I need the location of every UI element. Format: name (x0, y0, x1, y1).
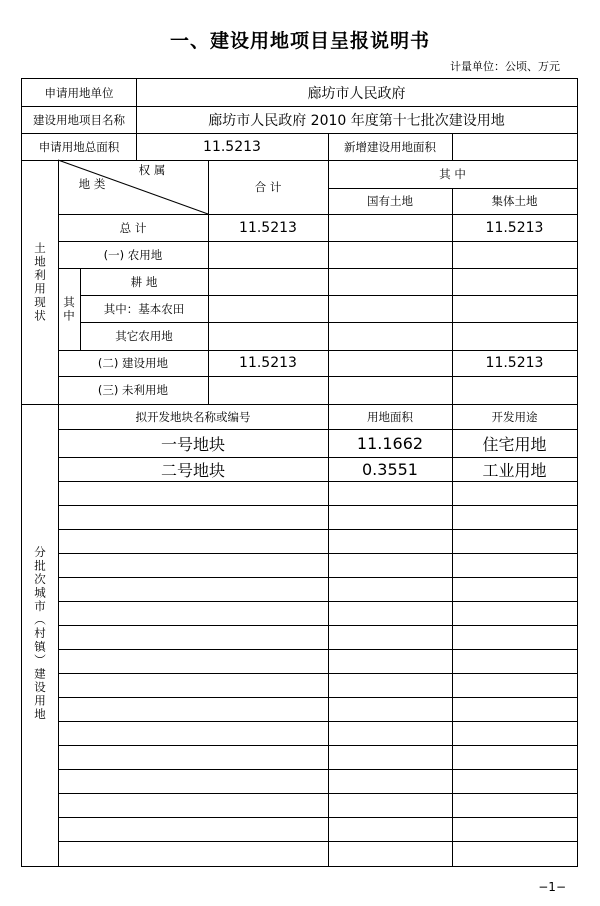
row-label-total: 总 计 (119, 220, 147, 235)
row-label-cultivated: 耕 地 (130, 274, 158, 289)
row-label-construction: (二) 建设用地 (97, 356, 169, 370)
col-collective-land-header: 集体土地 (491, 194, 538, 208)
cell-total-total: 11.5213 (239, 219, 297, 236)
page-title: 一、建设用地项目呈报说明书 (169, 30, 430, 52)
cell-cultivated-state (328, 268, 452, 295)
cell-cultivated-collective (452, 268, 577, 295)
cell-basic-farmland-collective (452, 295, 577, 322)
parcel-1-use: 住宅用地 (482, 434, 547, 454)
cell-other-agricultural-total (208, 322, 328, 350)
land-status-side-label: 土地利用现状 (33, 241, 47, 323)
row-label-unused: (三) 未利用地 (97, 383, 169, 397)
new-area-value (452, 133, 577, 160)
cell-agricultural-state (328, 241, 452, 268)
col-parcel-use-header: 开发用途 (491, 409, 538, 424)
project-label: 建设用地项目名称 (33, 112, 125, 127)
total-area-label: 申请用地总面积 (38, 139, 120, 154)
col-total-header: 合 计 (254, 180, 282, 194)
batch-land-side-label: 分批次城市（村镇）建设用地 (33, 546, 47, 722)
applicant-label: 申请用地单位 (44, 85, 114, 100)
col-parcel-name-header: 拟开发地块名称或编号 (135, 409, 251, 424)
col-among-header: 其 中 (439, 167, 466, 181)
cell-total-collective: 11.5213 (485, 219, 544, 236)
cell-basic-farmland-total (208, 295, 328, 322)
new-area-label: 新增建设用地面积 (344, 139, 436, 154)
cell-construction-state (328, 350, 452, 376)
row-label-agricultural: (一) 农用地 (103, 247, 163, 262)
parcel-2-area: 0.3551 (362, 459, 418, 479)
parcel-1-name: 一号地块 (160, 434, 225, 454)
parcel-1-area: 11.1662 (356, 433, 424, 453)
col-state-land-header: 国有土地 (367, 194, 413, 208)
unit-note: 计量单位：公顷、万元 (450, 60, 560, 73)
cell-other-agricultural-state (328, 322, 452, 350)
corner-land-type-label: 地 类 (78, 177, 106, 191)
col-parcel-area-header: 用地面积 (367, 409, 413, 424)
cell-unused-collective (452, 376, 577, 404)
page-number: −1− (538, 880, 566, 894)
cell-agricultural-total (208, 241, 328, 268)
project-value: 廊坊市人民政府 2010 年度第十七批次建设用地 (208, 112, 505, 129)
cell-construction-total: 11.5213 (239, 355, 297, 371)
cell-unused-total (208, 376, 328, 404)
report-form-table (21, 78, 578, 867)
parcel-2-name: 二号地块 (160, 460, 225, 480)
cell-basic-farmland-state (328, 295, 452, 322)
cell-cultivated-total (208, 268, 328, 295)
corner-ownership-label: 权 属 (138, 163, 166, 177)
cell-construction-collective: 11.5213 (485, 355, 544, 371)
total-area-value: 11.5213 (203, 138, 261, 155)
among-side-label: 其中 (62, 295, 76, 323)
row-label-other-agricultural: 其它农用地 (115, 329, 173, 343)
parcel-2-use: 工业用地 (482, 460, 547, 480)
row-label-basic-farmland: 其中：基本农田 (103, 301, 185, 316)
cell-other-agricultural-collective (452, 322, 577, 350)
applicant-value: 廊坊市人民政府 (307, 85, 406, 102)
cell-unused-state (328, 376, 452, 404)
cell-agricultural-collective (452, 241, 577, 268)
cell-total-state (328, 214, 452, 241)
